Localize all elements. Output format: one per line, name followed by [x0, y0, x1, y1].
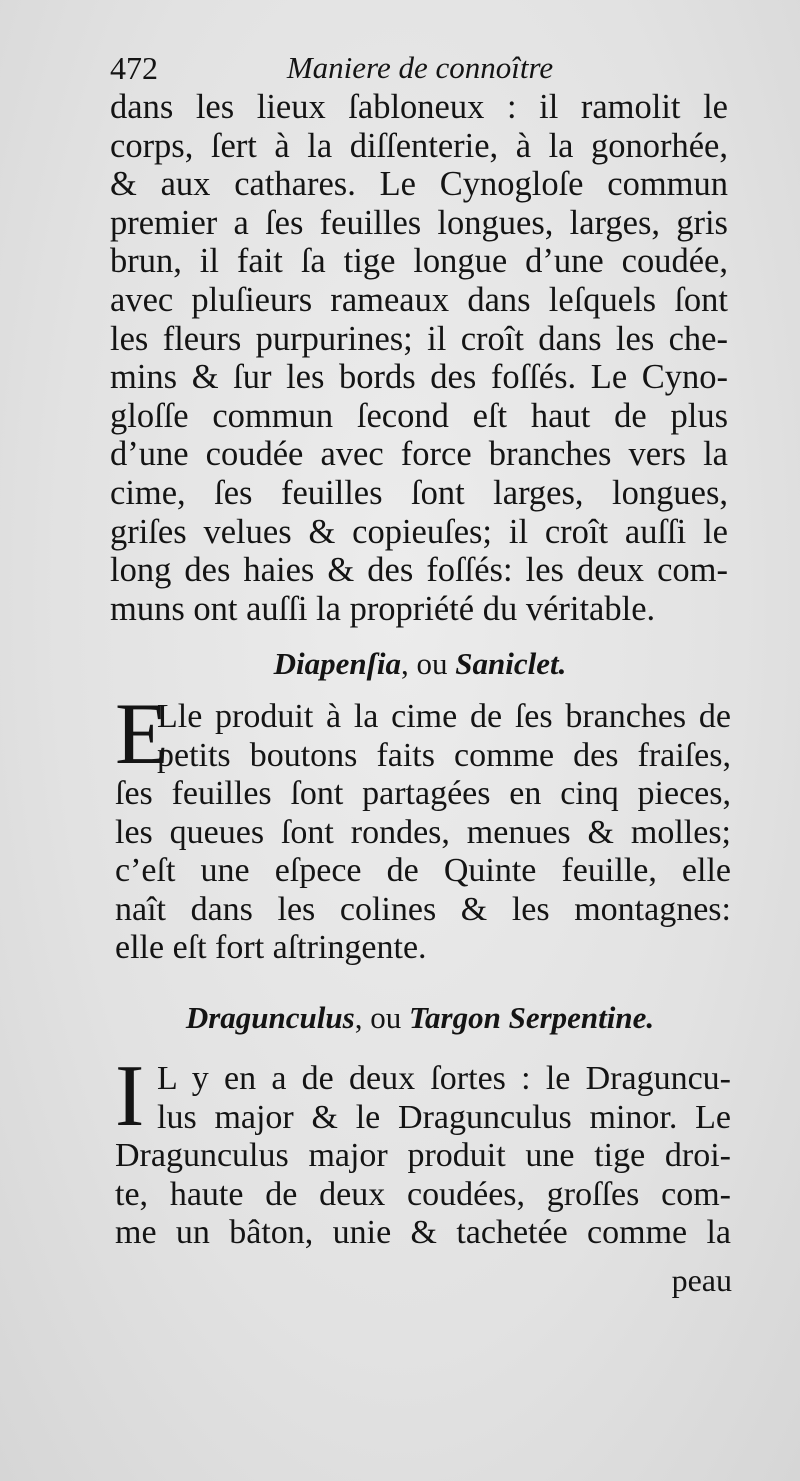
- drop-cap: I: [115, 1048, 145, 1145]
- text-line: me un bâton, unie & tachetée comme la: [115, 1214, 731, 1251]
- text-line: petits boutons faits comme des fraiſes,: [157, 736, 731, 774]
- text-line: gloſſe commun ſecond eſt haut de plus: [110, 396, 728, 435]
- text-line: muns ont auſſi la propriété du véritable.: [110, 589, 656, 628]
- text-line: corps, ſert à la diſſenterie, à la gonorhée,: [110, 126, 728, 165]
- text-line: & aux cathares. Le Cynogloſe commun: [110, 165, 728, 204]
- text-line: brun, il fait ſa tige longue d’une coudée,: [110, 242, 728, 281]
- running-title: Maniere de connoître: [286, 50, 554, 85]
- catchword: peau: [671, 1262, 732, 1298]
- heading-separator: , ou: [401, 646, 456, 681]
- text-line: avec pluſieurs rameaux dans leſquels ſont: [110, 280, 728, 319]
- text-line: naît dans les colines & les montagnes:: [115, 890, 731, 928]
- text-line: long des haies & des foſſés: les deux com-: [110, 551, 728, 590]
- section-heading-diapensia: [110, 646, 730, 682]
- text-line: te, haute de deux coudées, groſſes com-: [115, 1175, 731, 1213]
- text-line: les fleurs purpurines; il croît dans les che-: [110, 319, 728, 358]
- text-line: mins & ſur les bords des foſſés. Le Cyno-: [110, 358, 728, 397]
- text-line: premier a ſes feuilles longues, larges, gris: [110, 203, 728, 242]
- text-line: cime, ſes feuilles ſont larges, longues,: [110, 473, 728, 512]
- text-line: Lle produit à la cime de ſes branches de: [157, 698, 731, 735]
- paragraph-dragunculus: [115, 1048, 731, 1253]
- paragraph-cynoglosse: [110, 88, 728, 628]
- text-line: L y en a de deux ſortes : le Draguncu-: [157, 1060, 731, 1097]
- text-line: dans les lieux ſabloneux : il ramolit le: [110, 88, 728, 126]
- heading-term: Dragunculus: [185, 1000, 355, 1035]
- heading-separator: , ou: [354, 1000, 409, 1035]
- heading-term: Diapenſia: [273, 646, 402, 681]
- text-line: c’eſt une eſpece de Quinte feuille, elle: [115, 852, 731, 889]
- text-line: d’une coudée avec force branches vers la: [110, 435, 728, 474]
- text-line: lus major & le Dragunculus minor. Le: [157, 1098, 731, 1136]
- drop-cap: E: [115, 686, 169, 783]
- text-line: les queues ſont rondes, menues & molles;: [115, 813, 731, 851]
- text-line: ſes feuilles ſont partagées en cinq pieces,: [115, 775, 731, 812]
- text-line: Dragunculus major produit une tige droi-: [115, 1137, 731, 1174]
- heading-term: Saniclet.: [455, 646, 567, 681]
- text-line: elle eſt fort aſtringente.: [115, 929, 427, 966]
- text-line: griſes velues & copieuſes; il croît auſſi le: [110, 512, 728, 551]
- section-heading-dragunculus: [110, 1000, 730, 1036]
- page-number: 472: [110, 50, 158, 86]
- heading-term: Targon Serpentine.: [408, 1000, 655, 1035]
- paragraph-diapensia: [115, 686, 731, 968]
